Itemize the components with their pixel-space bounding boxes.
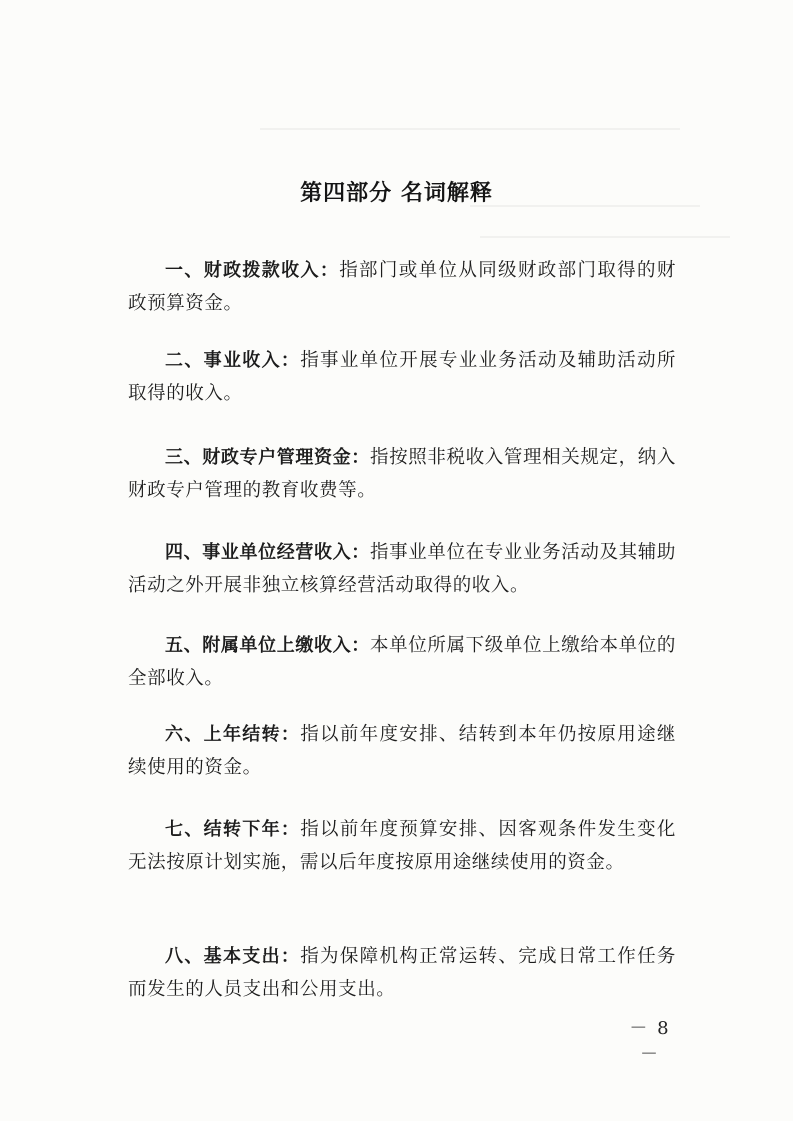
definition-text: 指部门或单位从同级财政部门取得的财政预算资金。 — [128, 260, 676, 314]
definition-item — [128, 536, 676, 602]
definition-item — [128, 441, 676, 507]
definition-term: 七、结转下年： — [165, 819, 301, 840]
definition-text: 指事业单位开展专业业务活动及辅助活动所取得的收入。 — [128, 350, 677, 404]
definition-item — [128, 629, 676, 695]
definition-term: 一、财政拨款收入： — [165, 260, 340, 281]
definition-item — [128, 718, 676, 784]
definition-text: 指事业单位在专业业务活动及其辅助活动之外开展非独立核算经营活动取得的收入。 — [128, 542, 676, 596]
page-title: 第四部分 名词解释 — [300, 181, 493, 206]
definition-text: 指为保障机构正常运转、完成日常工作任务而发生的人员支出和公用支出。 — [128, 946, 677, 1000]
bleed-through-mark — [260, 128, 680, 130]
definition-item — [128, 344, 676, 410]
bleed-through-mark — [480, 236, 730, 238]
definition-term: 二、事业收入： — [165, 350, 301, 371]
definition-item — [128, 813, 676, 879]
definition-item — [128, 254, 676, 320]
definition-text: 指按照非税收入管理相关规定，纳入财政专户管理的教育收费等。 — [128, 447, 676, 501]
definition-item — [128, 940, 676, 1006]
definition-term: 五、附属单位上缴收入： — [165, 635, 370, 656]
definition-text: 指以前年度安排、结转到本年仍按原用途继续使用的资金。 — [128, 724, 677, 778]
definition-text: 指以前年度预算安排、因客观条件发生变化无法按原计划实施，需以后年度按原用途继续使用的资金。 — [128, 819, 677, 873]
page-number: － 8 － — [629, 1018, 671, 1065]
definition-term: 三、财政专户管理资金： — [165, 447, 370, 468]
definition-term: 八、基本支出： — [165, 946, 301, 967]
definition-term: 六、上年结转： — [165, 724, 301, 745]
definition-term: 四、事业单位经营收入： — [165, 542, 370, 563]
definition-text: 本单位所属下级单位上缴给本单位的全部收入。 — [128, 635, 676, 689]
